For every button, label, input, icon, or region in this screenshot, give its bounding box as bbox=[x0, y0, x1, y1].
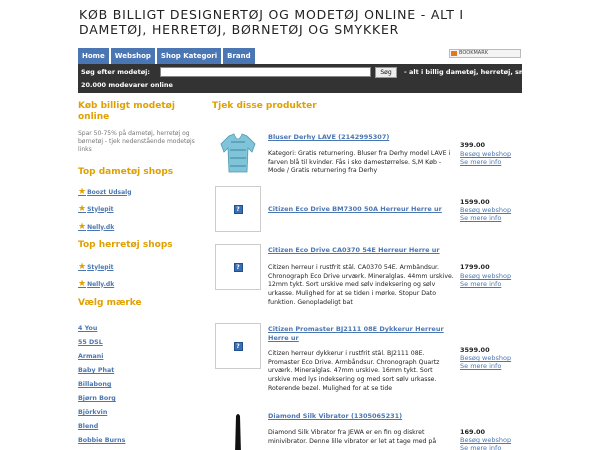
women-shops-heading: Top dametøj shops bbox=[78, 167, 174, 177]
more-info-link[interactable]: Se mere info bbox=[460, 362, 502, 370]
nav-home[interactable]: Home bbox=[78, 48, 109, 64]
brand-link[interactable]: Billabong bbox=[78, 381, 112, 388]
search-tagline-2: 20.000 modevarer online bbox=[81, 81, 173, 89]
product-price: 1599.00 bbox=[460, 198, 490, 206]
sidebar-heading: Køb billigt modetøj online bbox=[78, 101, 175, 122]
search-tagline: - alt i billig dametøj, herretøj, smykker mv - over bbox=[404, 68, 583, 76]
star-icon: ★ bbox=[78, 187, 87, 197]
site-title-line1: KØB BILLIGT DESIGNERTØJ OG MODETØJ ONLINE - ALT I bbox=[79, 7, 464, 22]
product-description: Kategori: Gratis returnering. Bluser fra Derhy model LAVE i farven blå til kvinder. Fås i sko damestørrelse. S,M Køb - Mode / Gratis returnering fra Derhy bbox=[268, 150, 451, 175]
brand-link[interactable]: Björkvin bbox=[78, 409, 108, 416]
product-price: 3599.00 bbox=[460, 346, 490, 354]
women-shop-label: Nelly.dk bbox=[87, 223, 115, 231]
women-shop-link[interactable] bbox=[78, 222, 114, 232]
sidebar-description: Spar 50-75% på dametøj, herretøj og børnetøj - tjek nedenstående modetøjs links bbox=[78, 130, 195, 153]
visit-webshop-link[interactable]: Besøg webshop bbox=[460, 354, 512, 362]
visit-webshop-link[interactable]: Besøg webshop bbox=[460, 272, 512, 280]
women-shop-link[interactable] bbox=[78, 187, 131, 197]
main-nav bbox=[78, 48, 255, 64]
brand-link[interactable]: Bobbie Burns bbox=[78, 437, 126, 444]
bookmark-icon bbox=[451, 51, 457, 56]
product-description: Citizen herreur dykkerur i rustfrit stål. BJ2111 08E. Promaster Eco Drive. Armbåndsur. Chronograph Quartz urværk. Mineralglas. 47mm urskive. 16mm tykt. Sort urskive med lys indeksering og med sort sølv urkasse. Roterende bezel. Mulighed for at se tide bbox=[268, 350, 440, 392]
product-image[interactable] bbox=[215, 244, 261, 290]
men-shops-heading: Top herretøj shops bbox=[78, 240, 173, 250]
image-placeholder-icon: ? bbox=[234, 205, 243, 214]
blouse-icon bbox=[215, 130, 261, 176]
product-price: 169.00 bbox=[460, 428, 486, 436]
visit-webshop-link[interactable]: Besøg webshop bbox=[460, 206, 512, 214]
more-info-link[interactable]: Se mere info bbox=[460, 280, 502, 288]
product-title[interactable]: Citizen Promaster BJ2111 08E Dykkerur Herreur Herre ur bbox=[268, 325, 444, 342]
brand-link[interactable]: 4 You bbox=[78, 325, 98, 332]
more-info-link[interactable]: Se mere info bbox=[460, 214, 502, 222]
star-icon: ★ bbox=[78, 204, 87, 214]
men-shop-label: Nelly.dk bbox=[87, 280, 115, 288]
men-shop-link[interactable] bbox=[78, 279, 114, 289]
product-description: Citizen herreur i rustfrit stål. CA0370 54E. Armbåndsur. Chronograph Eco Drive urværk. Mineralglas. 44mm urskive. 12mm tykt. Sort urskive med sølv indeksering og sølv urkasse. Mulighed for at se tiden i mørke. Stopur Dato funktion. Genopladeligt bat bbox=[268, 264, 454, 306]
bookmark-label: BOOKMARK bbox=[459, 50, 488, 56]
star-icon: ★ bbox=[78, 262, 87, 272]
vibrator-icon bbox=[215, 408, 261, 450]
product-title[interactable]: Bluser Derhy LAVE (2142995307) bbox=[268, 133, 390, 141]
image-placeholder-icon: ? bbox=[234, 263, 243, 272]
more-info-link[interactable]: Se mere info bbox=[460, 444, 502, 450]
bookmark-button[interactable] bbox=[449, 49, 521, 58]
women-shop-label: Stylepit bbox=[87, 205, 114, 213]
search-button[interactable]: Søg bbox=[375, 67, 397, 78]
site-title bbox=[79, 7, 524, 37]
brand-link[interactable]: Baby Phat bbox=[78, 367, 115, 374]
men-shop-link[interactable] bbox=[78, 262, 114, 272]
brand-link[interactable]: Bjørn Borg bbox=[78, 395, 116, 402]
women-shop-label: Boozt Udsalg bbox=[87, 188, 132, 196]
nav-shop-kategori[interactable]: Shop Kategori bbox=[157, 48, 221, 64]
search-input[interactable] bbox=[160, 67, 371, 77]
nav-webshop[interactable]: Webshop bbox=[111, 48, 155, 64]
product-description: Diamond Silk Vibrator fra JEWA er en fin og diskret minivibrator. Denne lille vibrator er let at tage med på bbox=[268, 429, 437, 445]
brand-link[interactable]: Armani bbox=[78, 353, 104, 360]
brand-link[interactable]: Blend bbox=[78, 423, 99, 430]
visit-webshop-link[interactable]: Besøg webshop bbox=[460, 150, 512, 158]
star-icon: ★ bbox=[78, 279, 87, 289]
brand-heading: Vælg mærke bbox=[78, 298, 142, 308]
image-placeholder-icon: ? bbox=[234, 342, 243, 351]
more-info-link[interactable]: Se mere info bbox=[460, 158, 502, 166]
site-title-line2: DAMETØJ, HERRETØJ, BØRNETØJ OG SMYKKER bbox=[79, 22, 400, 37]
star-icon: ★ bbox=[78, 222, 87, 232]
product-price: 399.00 bbox=[460, 141, 486, 149]
men-shop-label: Stylepit bbox=[87, 263, 114, 271]
product-price: 1799.00 bbox=[460, 263, 490, 271]
visit-webshop-link[interactable]: Besøg webshop bbox=[460, 436, 512, 444]
search-label: Søg efter modetøj: bbox=[81, 68, 150, 76]
brand-link[interactable]: 55 DSL bbox=[78, 339, 103, 346]
product-image[interactable] bbox=[215, 323, 261, 369]
product-title[interactable]: Diamond Silk Vibrator (1305065231) bbox=[268, 412, 403, 420]
product-image[interactable] bbox=[215, 130, 261, 176]
products-heading: Tjek disse produkter bbox=[212, 101, 317, 111]
product-image[interactable] bbox=[215, 186, 261, 232]
nav-brand[interactable]: Brand bbox=[223, 48, 255, 64]
women-shop-link[interactable] bbox=[78, 204, 114, 214]
product-title[interactable]: Citizen Eco Drive CA0370 54E Herreur Herre ur bbox=[268, 246, 440, 254]
product-image[interactable] bbox=[215, 408, 261, 450]
product-title[interactable]: Citizen Eco Drive BM7300 50A Herreur Herre ur bbox=[268, 205, 442, 213]
search-bar bbox=[78, 64, 583, 93]
